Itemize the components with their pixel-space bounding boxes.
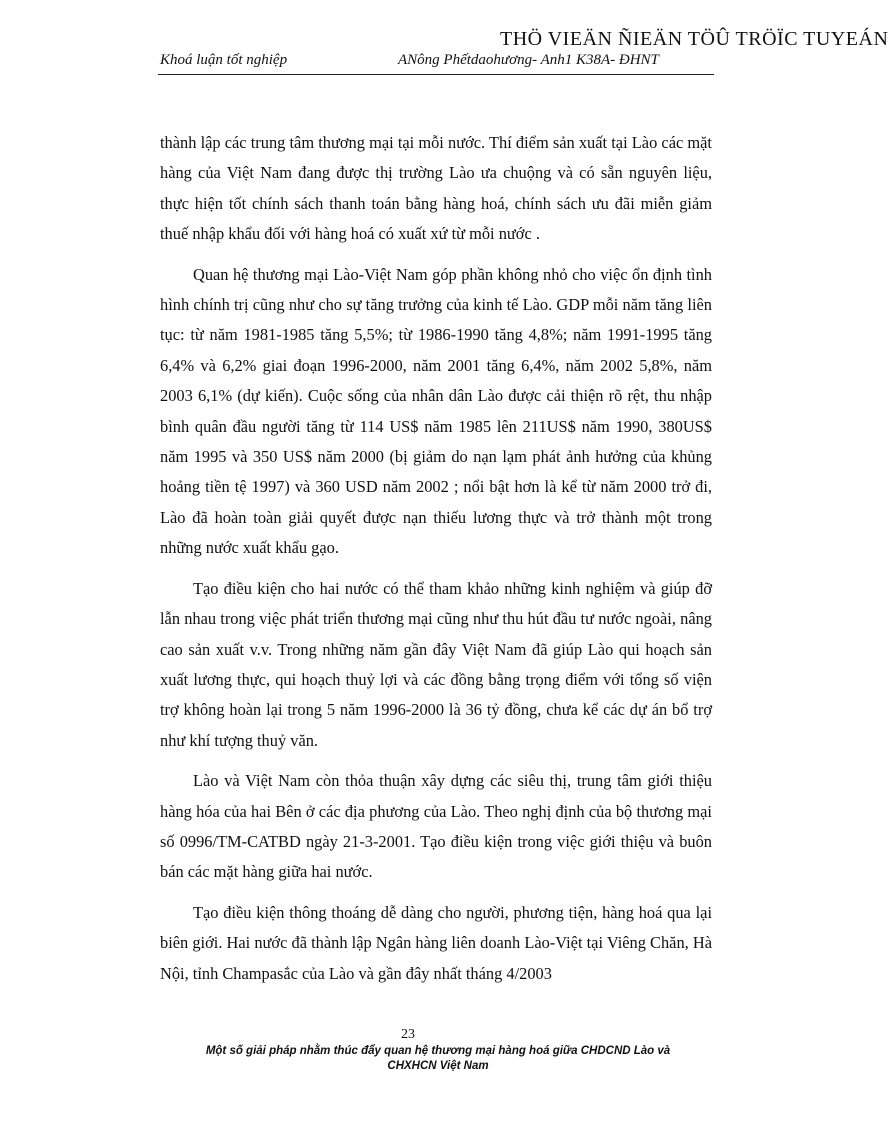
- footer-line-1: Một số giải pháp nhằm thúc đẩy quan hệ thương mại hàng hoá giữa CHDCND Lào và: [205, 1045, 671, 1057]
- paragraph-1: thành lập các trung tâm thương mại tại mỗi nước. Thí điểm sản xuất tại Lào các mặt hàng của Việt Nam đang được thị trường Lào ưa chuộng và có sẵn nguyên liệu, thực hiện tốt chính sách thanh toán bằng hàng hoá, chính sách ưu đãi miễn giảm thuế nhập khẩu đối với hàng hoá có xuất xứ từ mỗi nước .: [160, 133, 712, 244]
- paragraph-4: Lào và Việt Nam còn thỏa thuận xây dựng các siêu thị, trung tâm giới thiệu hàng hóa của hai Bên ở các địa phương của Lào. Theo nghị định của bộ thương mại số 0996/TM-CATBD ngày 21-3-2001. Tạo điều kiện trong việc giới thiệu và buôn bán các mặt hàng giữa hai nước.: [160, 771, 712, 882]
- watermark-text: THÖ VIEÄN ÑIEÄN TÖÛ TRÖÏC TUYEÁN: [500, 28, 888, 50]
- paragraph-3: Tạo điều kiện cho hai nước có thể tham khảo những kinh nghiệm và giúp đỡ lẫn nhau trong việc phát triển thương mại cũng như thu hút đầu tư nước ngoài, nâng cao sản xuất v.v. Trong những năm gần đây Việt Nam đã giúp Lào qui hoạch sản xuất lương thực, qui hoạch thuỷ lợi và các đồng bằng trọng điểm với tổng số viện trợ không hoàn lại trong 5 năm 1996-2000 là 36 tỷ đồng, chưa kể các dự án bổ trợ như khí tượng thuỷ văn.: [160, 578, 712, 750]
- footer-line-2: CHXHCN Việt Nam: [387, 1060, 489, 1072]
- header-divider: [158, 74, 714, 75]
- header-thesis-label: Khoá luận tốt nghiệp: [160, 52, 288, 68]
- header-author: ANông Phếtdaohương- Anh1 K38A- ĐHNT: [398, 52, 659, 68]
- page-number: 23: [401, 1027, 415, 1042]
- paragraph-5: Tạo điều kiện thông thoáng dễ dàng cho người, phương tiện, hàng hoá qua lại biên giới. Hai nước đã thành lập Ngân hàng liên doanh Lào-Việt tại Viêng Chăn, Hà Nội, tỉnh Champasắc của Lào và gần đây nhất tháng 4/2003: [160, 902, 712, 983]
- footer-title: [160, 1044, 716, 1074]
- body-text: [160, 128, 712, 999]
- paragraph-2: Quan hệ thương mại Lào-Việt Nam góp phần không nhỏ cho việc ổn định tình hình chính trị cũng như cho sự tăng trưởng của kinh tế Lào. GDP mỗi năm tăng liên tục: từ năm 1981-1985 tăng 5,5%; từ 1986-1990 tăng 4,8%; năm 1991-1995 tăng 6,4% và 6,2% giai đoạn 1996-2000, năm 2001 tăng 6,4%, năm 2002 5,8%, năm 2003 6,1% (dự kiến). Cuộc sống của nhân dân Lào được cải thiện rõ rệt, thu nhập bình quân đầu người tăng từ 114 US$ năm 1985 lên 211US$ năm 1990, 380US$ năm 1995 và 350 US$ năm 2000 (bị giảm do nạn lạm phát ảnh hưởng của khủng hoảng tiền tệ 1997) và 360 USD năm 2002 ; nổi bật hơn là kể từ năm 2000 trở đi, Lào đã hoàn toàn giải quyết được nạn thiếu lương thực và trở thành một trong những nước xuất khẩu gạo.: [160, 264, 712, 558]
